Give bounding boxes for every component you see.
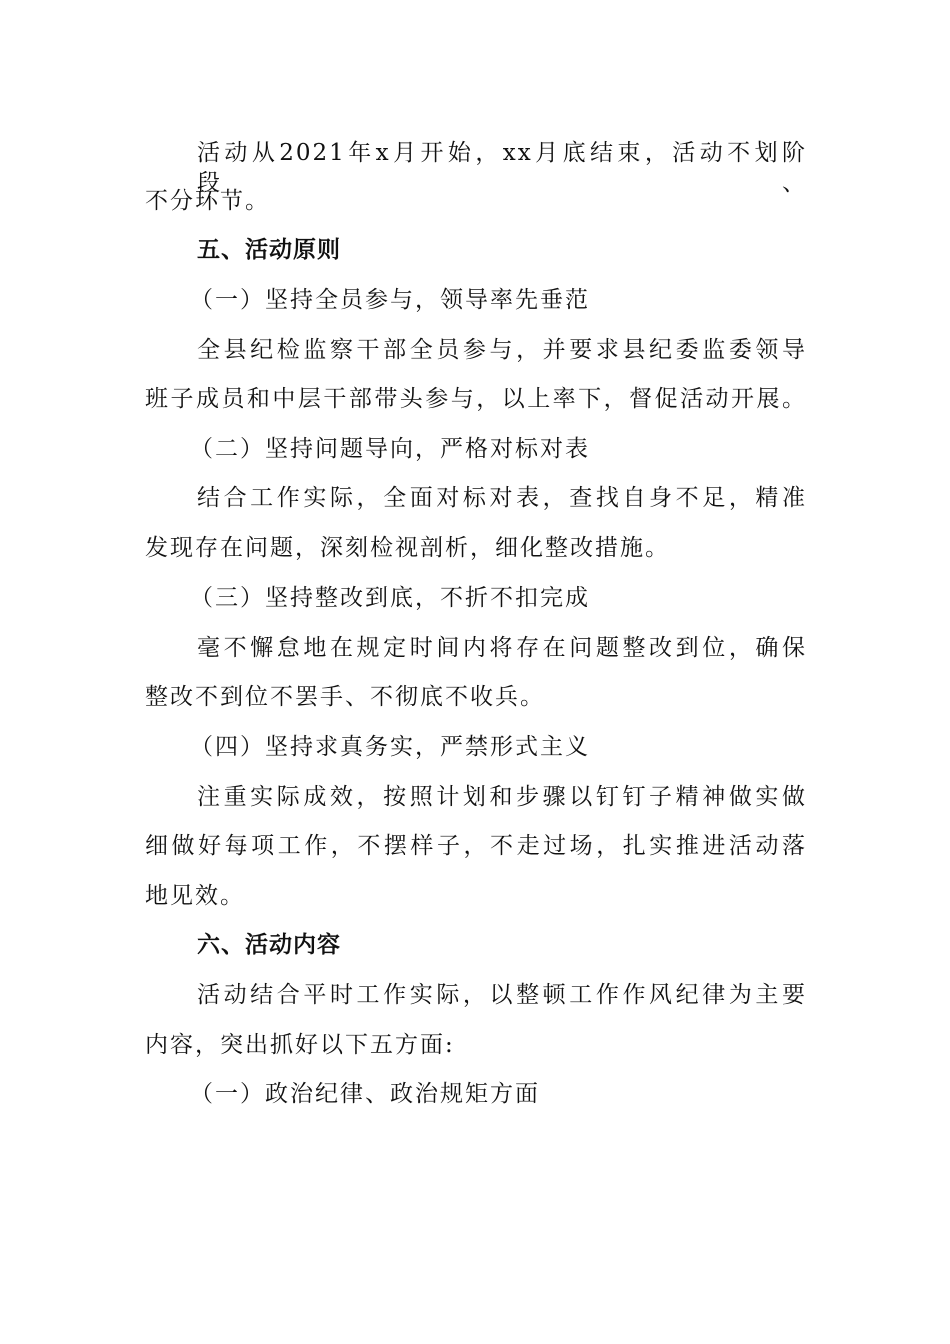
paragraph-line: 活动从2021年x月开始，xx月底结束，活动不划阶段、	[197, 140, 807, 196]
paragraph-line: 发现存在问题，深刻检视剖析，细化整改措施。	[145, 535, 670, 561]
subsection-heading: （四）坚持求真务实，严禁形式主义	[190, 734, 590, 760]
paragraph-line: 地见效。	[145, 883, 245, 909]
paragraph-line: 结合工作实际，全面对标对表，查找自身不足，精准	[197, 485, 807, 511]
section-heading: 六、活动内容	[197, 932, 341, 958]
subsection-heading: （三）坚持整改到底，不折不扣完成	[190, 585, 590, 611]
paragraph-line: 班子成员和中层干部带头参与，以上率下，督促活动开展。	[145, 386, 807, 412]
subsection-heading: （二）坚持问题导向，严格对标对表	[190, 436, 590, 462]
paragraph-line: 整改不到位不罢手、不彻底不收兵。	[145, 684, 545, 710]
paragraph-line: 毫不懈怠地在规定时间内将存在问题整改到位，确保	[197, 635, 807, 661]
paragraph-line: 全县纪检监察干部全员参与，并要求县纪委监委领导	[197, 337, 807, 363]
subsection-heading: （一）坚持全员参与，领导率先垂范	[190, 287, 590, 313]
subsection-heading: （一）政治纪律、政治规矩方面	[190, 1081, 540, 1107]
section-heading: 五、活动原则	[197, 237, 341, 263]
paragraph-line: 内容，突出抓好以下五方面:	[145, 1032, 455, 1058]
paragraph-line: 活动结合平时工作实际，以整顿工作作风纪律为主要	[197, 982, 807, 1008]
paragraph-line: 不分环节。	[145, 188, 270, 214]
paragraph-line: 细做好每项工作，不摆样子，不走过场，扎实推进活动落	[145, 833, 807, 859]
paragraph-line: 注重实际成效，按照计划和步骤以钉钉子精神做实做	[197, 784, 807, 810]
